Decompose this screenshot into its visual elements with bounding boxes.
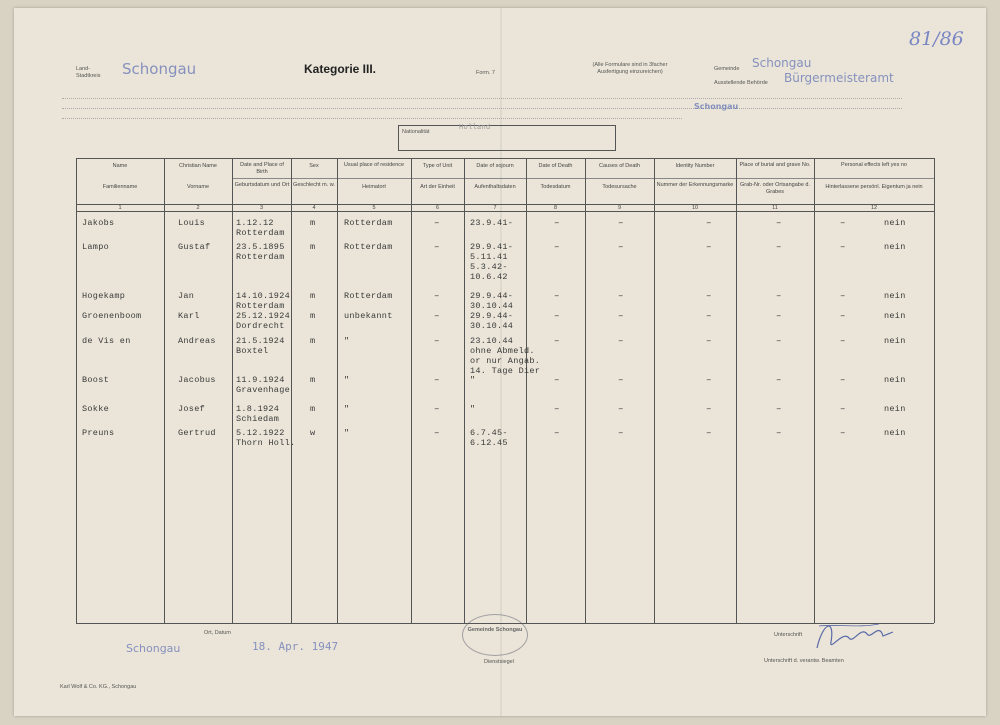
col-number: 3 (259, 205, 264, 211)
cell-effects-yes: – (840, 242, 846, 252)
col-line (736, 158, 737, 623)
cell-sex: m (310, 311, 316, 321)
col-header-en: Usual place of residence (343, 162, 405, 168)
col-line (934, 158, 935, 623)
instruction-line-3 (62, 118, 682, 120)
col-header-en: Date of Death (538, 163, 573, 169)
form-note: (Alle Formulare sind in 3facher Ausfertigung einzureichen) (592, 62, 668, 75)
cell-sojourn: 29.9.44- 30.10.44 (470, 311, 514, 331)
col-header-en: Causes of Death (599, 163, 640, 169)
cell-cause: – (618, 404, 624, 414)
cell-sojourn: 29.9.44- 30.10.44 (470, 291, 514, 311)
seal-label: Dienstsiegel (484, 659, 514, 665)
cell-cause: – (618, 218, 624, 228)
cell-residence: " (344, 428, 350, 438)
cell-sex: m (310, 375, 316, 385)
col-line (291, 158, 292, 623)
col-header-en: Personal effects left yes no (841, 162, 907, 168)
cell-effects-yes: – (840, 428, 846, 438)
col-number: 2 (196, 205, 200, 211)
cell-effects-no: nein (884, 428, 906, 438)
col-line (526, 158, 527, 623)
cell-unit: – (434, 242, 440, 252)
instruction-line-2 (62, 108, 902, 110)
cell-death: – (554, 291, 560, 301)
col-line (464, 158, 465, 623)
official-seal (462, 614, 528, 656)
cell-death: – (554, 311, 560, 321)
col-header-de: Familienname (102, 184, 138, 190)
cell-death: – (554, 375, 560, 385)
cell-id: – (706, 218, 712, 228)
col-line (164, 158, 165, 623)
col-line (411, 158, 412, 623)
table-top-rule (76, 158, 934, 159)
cell-residence: Rotterdam (344, 218, 393, 228)
cell-id: – (706, 242, 712, 252)
col-number: 8 (553, 205, 558, 211)
cell-name: Groenenboom (82, 311, 142, 321)
col-header-de: Geschlecht m. w. (293, 182, 335, 188)
cell-sojourn: 23.10.44 ohne Abmeld. or nur Angab. 14. Tage Dier (470, 336, 541, 376)
cell-residence: " (344, 404, 350, 414)
cell-name: Sokke (82, 404, 110, 414)
signature-sublabel: Unterschrift d. verantw. Beamten (764, 658, 844, 664)
cell-effects-no: nein (884, 336, 906, 346)
cell-effects-yes: – (840, 375, 846, 385)
cell-vorname: Gustaf (178, 242, 211, 252)
cell-vorname: Gertrud (178, 428, 216, 438)
cell-effects-no: nein (884, 291, 906, 301)
cell-effects-no: nein (884, 375, 906, 385)
place-stamp: Schongau (126, 642, 181, 655)
cell-sex: m (310, 404, 316, 414)
col-number: 1 (118, 205, 122, 211)
kreis-stamp: Schongau (122, 60, 197, 78)
cell-residence: " (344, 336, 350, 346)
cell-residence: Rotterdam (344, 242, 393, 252)
cell-cause: – (618, 375, 624, 385)
col-line (76, 158, 77, 623)
form-label: Form. 7 (476, 70, 495, 76)
col-number: 10 (691, 205, 699, 211)
cell-sex: m (310, 291, 316, 301)
nationality-value: Holland (459, 124, 491, 132)
cell-name: Boost (82, 375, 110, 385)
col-header-de: Todesursache (602, 184, 637, 190)
col-header-en: Type of Unit (422, 163, 453, 169)
cell-effects-no: nein (884, 404, 906, 414)
cell-grave: – (776, 336, 782, 346)
col-header-de: Heimatort (362, 184, 386, 190)
gemeinde-label: Gemeinde (714, 66, 740, 72)
cell-sojourn: 6.7.45- 6.12.45 (470, 428, 508, 448)
land-stadtkreis-label: Land- Stadtkreis (76, 66, 101, 79)
cell-grave: – (776, 404, 782, 414)
signature-label: Unterschrift (774, 632, 803, 638)
col-header-en: Name (112, 163, 128, 169)
col-line (814, 158, 815, 623)
cell-unit: – (434, 291, 440, 301)
cell-effects-no: nein (884, 311, 906, 321)
cell-unit: – (434, 311, 440, 321)
cell-death: – (554, 242, 560, 252)
cell-cause: – (618, 311, 624, 321)
seal-text: Gemeinde Schongau (467, 627, 523, 633)
col-header-en: Date of sojourn (476, 163, 514, 169)
cell-effects-yes: – (840, 336, 846, 346)
cell-effects-yes: – (840, 218, 846, 228)
cell-unit: – (434, 336, 440, 346)
cell-vorname: Josef (178, 404, 206, 414)
date-stamp: 18. Apr. 1947 (252, 640, 339, 653)
cell-grave: – (776, 218, 782, 228)
instruction-line-1 (62, 98, 902, 100)
cell-birth: 25.12.1924 Dordrecht (236, 311, 291, 331)
cell-birth: 14.10.1924 Rotterdam (236, 291, 291, 311)
cell-unit: – (434, 218, 440, 228)
cell-birth: 1.8.1924 Schiedam (236, 404, 280, 424)
cell-name: de Vis en (82, 336, 131, 346)
cell-sex: m (310, 242, 316, 252)
cell-vorname: Jacobus (178, 375, 216, 385)
cell-birth: 23.5.1895 Rotterdam (236, 242, 285, 262)
reference-number: 81/86 (909, 28, 964, 50)
place-label: Ort, Datum (204, 630, 231, 636)
col-header-en: Date and Place of Birth (240, 162, 284, 175)
col-header-de: Geburtsdatum und Ort (234, 182, 290, 188)
nationality-box (398, 125, 616, 151)
col-number: 5 (372, 205, 376, 211)
cell-vorname: Karl (178, 311, 200, 321)
cell-effects-yes: – (840, 404, 846, 414)
gemeinde-inline-stamp: Schongau (694, 102, 739, 111)
cell-cause: – (618, 291, 624, 301)
cell-sojourn: 23.9.41- (470, 218, 514, 228)
cell-name: Preuns (82, 428, 115, 438)
col-header-en: Christian Name (179, 163, 217, 169)
col-number: 7 (493, 205, 497, 211)
cell-grave: – (776, 242, 782, 252)
cell-residence: unbekannt (344, 311, 393, 321)
cell-sex: m (310, 218, 316, 228)
cell-sojourn: " (470, 375, 476, 385)
cell-name: Hogekamp (82, 291, 126, 301)
col-number: 6 (435, 205, 440, 211)
cell-death: – (554, 336, 560, 346)
cell-cause: – (618, 336, 624, 346)
cell-effects-no: nein (884, 242, 906, 252)
cell-id: – (706, 311, 712, 321)
cell-birth: 21.5.1924 Boxtel (236, 336, 285, 356)
col-header-de: Hinterlassene persönl. Eigentum ja nein (825, 184, 923, 190)
behoerde-stamp: Bürgermeisteramt (784, 71, 894, 85)
col-line (337, 158, 338, 623)
cell-vorname: Jan (178, 291, 195, 301)
cell-name: Lampo (82, 242, 110, 252)
cell-unit: – (434, 428, 440, 438)
cell-sojourn: " (470, 404, 476, 414)
col-header-de: Aufenthaltsdaten (474, 184, 516, 190)
col-line (585, 158, 586, 623)
col-header-de: Grab-Nr. oder Ortsangabe d. Grabes (739, 182, 810, 195)
cell-residence: " (344, 375, 350, 385)
cell-id: – (706, 336, 712, 346)
col-number: 9 (617, 205, 622, 211)
col-header-de: Vorname (186, 184, 209, 190)
cell-death: – (554, 404, 560, 414)
col-header-en: Place of burial and grave No. (739, 162, 811, 168)
cell-vorname: Andreas (178, 336, 216, 346)
col-line (654, 158, 655, 623)
nationality-label: Nationalität (402, 129, 430, 135)
cell-id: – (706, 428, 712, 438)
cell-sex: m (310, 336, 316, 346)
cell-id: – (706, 375, 712, 385)
cell-unit: – (434, 404, 440, 414)
cell-sex: w (310, 428, 316, 438)
col-number: 11 (772, 205, 778, 211)
cell-grave: – (776, 375, 782, 385)
cell-sojourn: 29.9.41- 5.11.41 5.3.42- 10.6.42 (470, 242, 514, 282)
cell-effects-yes: – (840, 291, 846, 301)
ausstellende-label: Ausstellende Behörde (714, 80, 768, 86)
cell-grave: – (776, 291, 782, 301)
cell-birth: 1.12.12 Rotterdam (236, 218, 285, 238)
cell-effects-yes: – (840, 311, 846, 321)
cell-unit: – (434, 375, 440, 385)
col-header-en: Sex (309, 163, 319, 169)
cell-death: – (554, 218, 560, 228)
col-header-en: Identity Number (675, 163, 715, 169)
col-header-de: Art der Einheit (420, 184, 455, 190)
cell-id: – (706, 404, 712, 414)
cell-death: – (554, 428, 560, 438)
col-header-de: Todesdatum (540, 184, 571, 190)
cell-birth: 5.12.1922 Thorn Holl. (236, 428, 296, 448)
cell-residence: Rotterdam (344, 291, 393, 301)
cell-grave: – (776, 428, 782, 438)
cell-cause: – (618, 428, 624, 438)
signature-icon (809, 612, 899, 658)
cell-name: Jakobs (82, 218, 115, 228)
document-sheet (14, 8, 986, 716)
cell-cause: – (618, 242, 624, 252)
cell-vorname: Louis (178, 218, 206, 228)
col-line (232, 158, 233, 623)
printer-label: Karl Wolf & Co. KG., Schongau (60, 684, 137, 690)
page-title: Kategorie III. (304, 62, 377, 76)
cell-id: – (706, 291, 712, 301)
col-header-de: Nummer der Erkennungsmarke (656, 182, 734, 188)
cell-grave: – (776, 311, 782, 321)
cell-effects-no: nein (884, 218, 906, 228)
cell-birth: 11.9.1924 Gravenhage (236, 375, 291, 395)
gemeinde-stamp: Schongau (752, 56, 812, 70)
col-number: 12 (870, 205, 878, 211)
col-number: 4 (312, 205, 316, 211)
